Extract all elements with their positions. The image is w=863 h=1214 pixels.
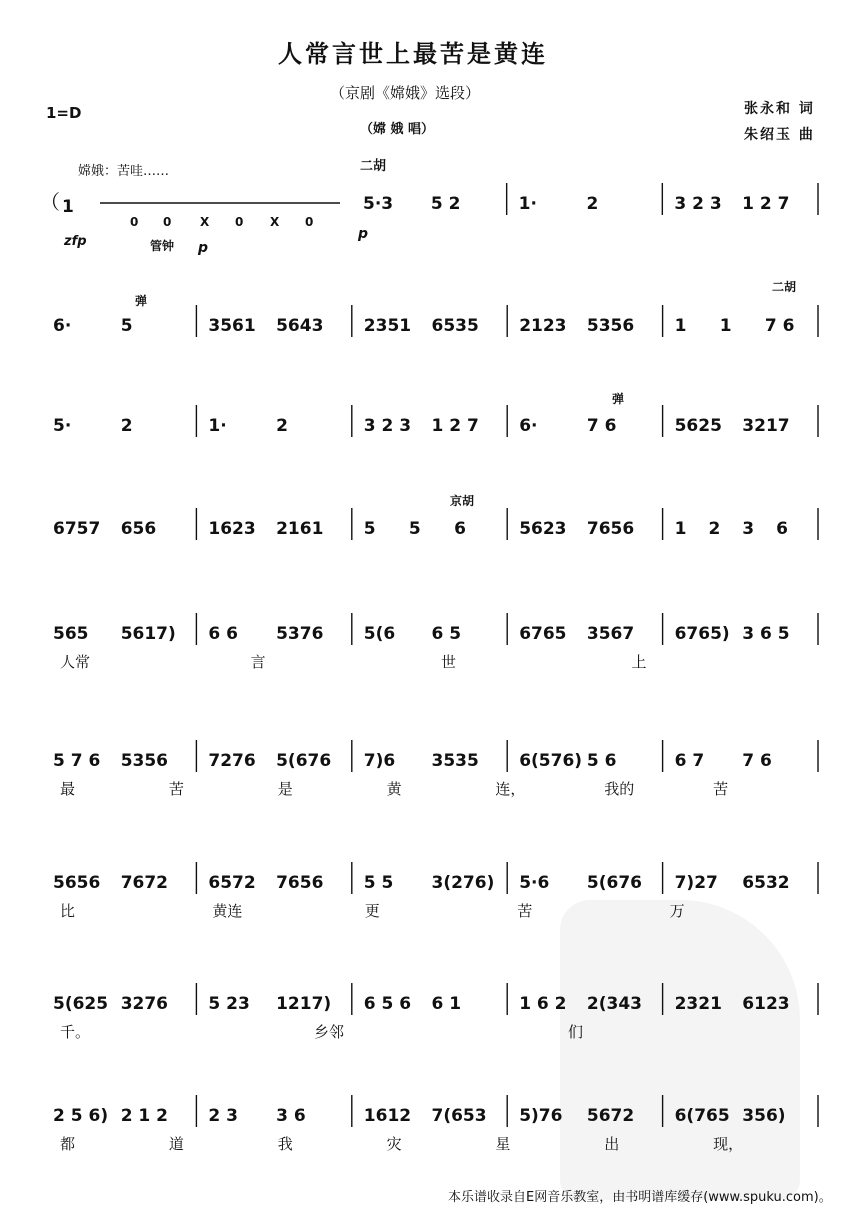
note-group: 5672	[586, 1106, 635, 1126]
note-group: 2161	[276, 519, 324, 539]
note-group: 7(653	[431, 1106, 487, 1126]
note-group: 6·	[53, 316, 72, 336]
note-group: 6535	[431, 316, 479, 336]
note-group: 1217)	[276, 994, 332, 1014]
percussion-beat: 0	[130, 215, 139, 229]
note-group: 5	[120, 316, 133, 336]
speaker-line: 嫦娥：苦哇……	[78, 164, 170, 179]
note-group: 3535	[431, 751, 479, 771]
subtitle: （京剧《嫦娥》选段）	[330, 84, 481, 102]
lyric-text: 苦	[517, 902, 533, 920]
note-group: 1	[674, 316, 687, 336]
lyric-text: 千。	[60, 1023, 91, 1041]
intro-open-paren: （	[40, 190, 60, 214]
note-group: 5(676	[586, 873, 642, 893]
footer-note: 本乐谱收录自E网音乐教室，由书明谱库缓存(www.spuku.com)。	[448, 1190, 832, 1205]
note-group: 5356	[586, 316, 635, 336]
note-group: 2 3	[208, 1106, 238, 1126]
lyric-text: 连，	[495, 780, 526, 798]
note-group: 1 2 7	[742, 194, 790, 214]
note-group: 2(343	[586, 994, 642, 1014]
note-group: 6	[454, 519, 466, 539]
lyric-text: 现，	[713, 1135, 744, 1153]
key-signature: 1=D	[46, 104, 82, 122]
note-group: 656	[120, 519, 157, 539]
note-group: 7656	[276, 873, 324, 893]
note-group: 7)27	[674, 873, 718, 893]
note-group: 5376	[276, 624, 324, 644]
note-group: 3 6	[276, 1106, 306, 1126]
note-group: 3	[742, 519, 755, 539]
note-group: 5	[408, 519, 421, 539]
note-group: 5625	[674, 416, 722, 436]
lyric-text: 星	[495, 1135, 511, 1153]
note-group: 6·	[519, 416, 538, 436]
note-group: 3 2 3	[363, 416, 412, 436]
note-group: 5 7 6	[53, 751, 101, 771]
note-group: 2	[120, 416, 133, 436]
percussion-beat: 0	[305, 215, 314, 229]
note-group: 5(6	[363, 624, 396, 644]
note-group: 3561	[208, 316, 256, 336]
lyric-text: 言	[250, 653, 266, 671]
dynamic-p: p	[198, 240, 209, 256]
annotation-jinghu: 京胡	[450, 494, 475, 508]
note-group: 1612	[363, 1106, 412, 1126]
note-group: 7 6	[586, 416, 617, 436]
note-group: 2 5 6)	[53, 1106, 109, 1126]
note-group: 5643	[276, 316, 324, 336]
note-group: 6 6	[208, 624, 238, 644]
lyric-text: 苦	[168, 780, 184, 798]
note-group: 5(676	[276, 751, 332, 771]
note-group: 5623	[519, 519, 567, 539]
note-group: 7 6	[764, 316, 795, 336]
note-group: 5	[363, 519, 376, 539]
annotation-tan: 弹	[135, 294, 148, 308]
note-group: 6532	[742, 873, 790, 893]
note-group: 5(625	[53, 994, 109, 1014]
note-group: 5 6	[586, 751, 617, 771]
note-group: 5)76	[519, 1106, 563, 1126]
lyric-text: 我的	[604, 780, 635, 798]
note-group: 2	[586, 194, 599, 214]
note-group: 6765	[519, 624, 567, 644]
note-group: 2351	[363, 316, 412, 336]
note-group: 3567	[586, 624, 635, 644]
note-group: 6 5	[431, 624, 462, 644]
lyric-text: 最	[60, 780, 76, 798]
page-title: 人常言世上最苦是黄连	[278, 40, 548, 68]
note-group: 6(576)	[519, 751, 583, 771]
note-group: 1 6 2	[519, 994, 567, 1014]
note-group: 7656	[586, 519, 635, 539]
note-group: 1·	[208, 416, 227, 436]
lyric-text: 都	[60, 1135, 76, 1153]
note-group: 3217	[742, 416, 790, 436]
annotation-erhu: 二胡	[772, 280, 797, 294]
percussion-beat: 0	[235, 215, 244, 229]
note-group: 2123	[519, 316, 567, 336]
composer-credit: 朱绍玉 曲	[744, 127, 815, 143]
note-group: 2321	[674, 994, 722, 1014]
note-group: 2 1 2	[120, 1106, 169, 1126]
lyric-text: 上	[631, 653, 647, 671]
note-group: 7)6	[363, 751, 396, 771]
note-group: 1	[719, 316, 732, 336]
percussion-beat: 0	[163, 215, 172, 229]
lyric-text: 比	[60, 902, 76, 920]
percussion-beat: X	[270, 215, 280, 229]
note-group: 5 23	[208, 994, 250, 1014]
note-group: 5 2	[430, 194, 461, 214]
note-group: 7276	[208, 751, 256, 771]
lyric-text: 们	[568, 1023, 584, 1041]
note-group: 5617)	[120, 624, 176, 644]
note-group: 6 1	[431, 994, 462, 1014]
percussion-beat: X	[200, 215, 210, 229]
note-group: 5·3	[363, 194, 394, 214]
note-group: 6 5 6	[363, 994, 412, 1014]
note-group: 6(765	[674, 1106, 730, 1126]
note-group: 3276	[120, 994, 169, 1014]
lyric-text: 黄	[386, 780, 402, 798]
note-group: 5 5	[363, 873, 394, 893]
note-group: 1	[674, 519, 687, 539]
dynamic-zfp: zfp	[64, 234, 87, 249]
note-group: 6	[776, 519, 788, 539]
lyric-text: 灾	[386, 1135, 402, 1153]
intro-note: 1	[62, 197, 74, 217]
note-group: 1·	[518, 194, 537, 214]
note-group: 2	[708, 519, 721, 539]
note-group: 3 6 5	[742, 624, 790, 644]
note-group: 5356	[120, 751, 169, 771]
lyric-text: 黄连	[212, 902, 243, 920]
note-group: 565	[53, 624, 89, 644]
lyric-text: 出	[604, 1135, 620, 1153]
note-group: 2	[276, 416, 288, 436]
note-group: 5656	[53, 873, 101, 893]
lyric-text: 人常	[60, 653, 91, 671]
note-group: 3 2 3	[674, 194, 722, 214]
note-group: 7672	[120, 873, 169, 893]
note-group: 5·	[53, 416, 72, 436]
note-group: 1623	[208, 519, 256, 539]
instrument-erhu-label: 二胡	[360, 159, 387, 174]
annotation-tan-2: 弹	[612, 392, 625, 406]
lyric-text: 苦	[713, 780, 729, 798]
lyric-text: 道	[168, 1135, 184, 1153]
note-group: 6765)	[674, 624, 730, 644]
percussion-label: 管钟	[150, 239, 175, 253]
lyric-text: 是	[277, 780, 293, 798]
lyric-text: 更	[364, 902, 380, 920]
note-group: 6757	[53, 519, 101, 539]
singer-note: （嫦 娥 唱）	[360, 122, 435, 137]
note-group: 356)	[742, 1106, 786, 1126]
lyricist-credit: 张永和 词	[744, 101, 815, 117]
note-group: 3(276)	[431, 873, 495, 893]
lyric-text: 万	[669, 902, 685, 920]
note-group: 1 2 7	[431, 416, 479, 436]
lyric-text: 我	[277, 1135, 293, 1153]
note-group: 6 7	[674, 751, 705, 771]
lyric-text: 乡邻	[314, 1023, 345, 1041]
note-group: 5·6	[519, 873, 550, 893]
lyric-text: 世	[441, 653, 457, 671]
note-group: 7 6	[742, 751, 772, 771]
note-group: 6572	[208, 873, 256, 893]
dynamic-p-2: p	[358, 226, 369, 242]
note-group: 6123	[742, 994, 790, 1014]
